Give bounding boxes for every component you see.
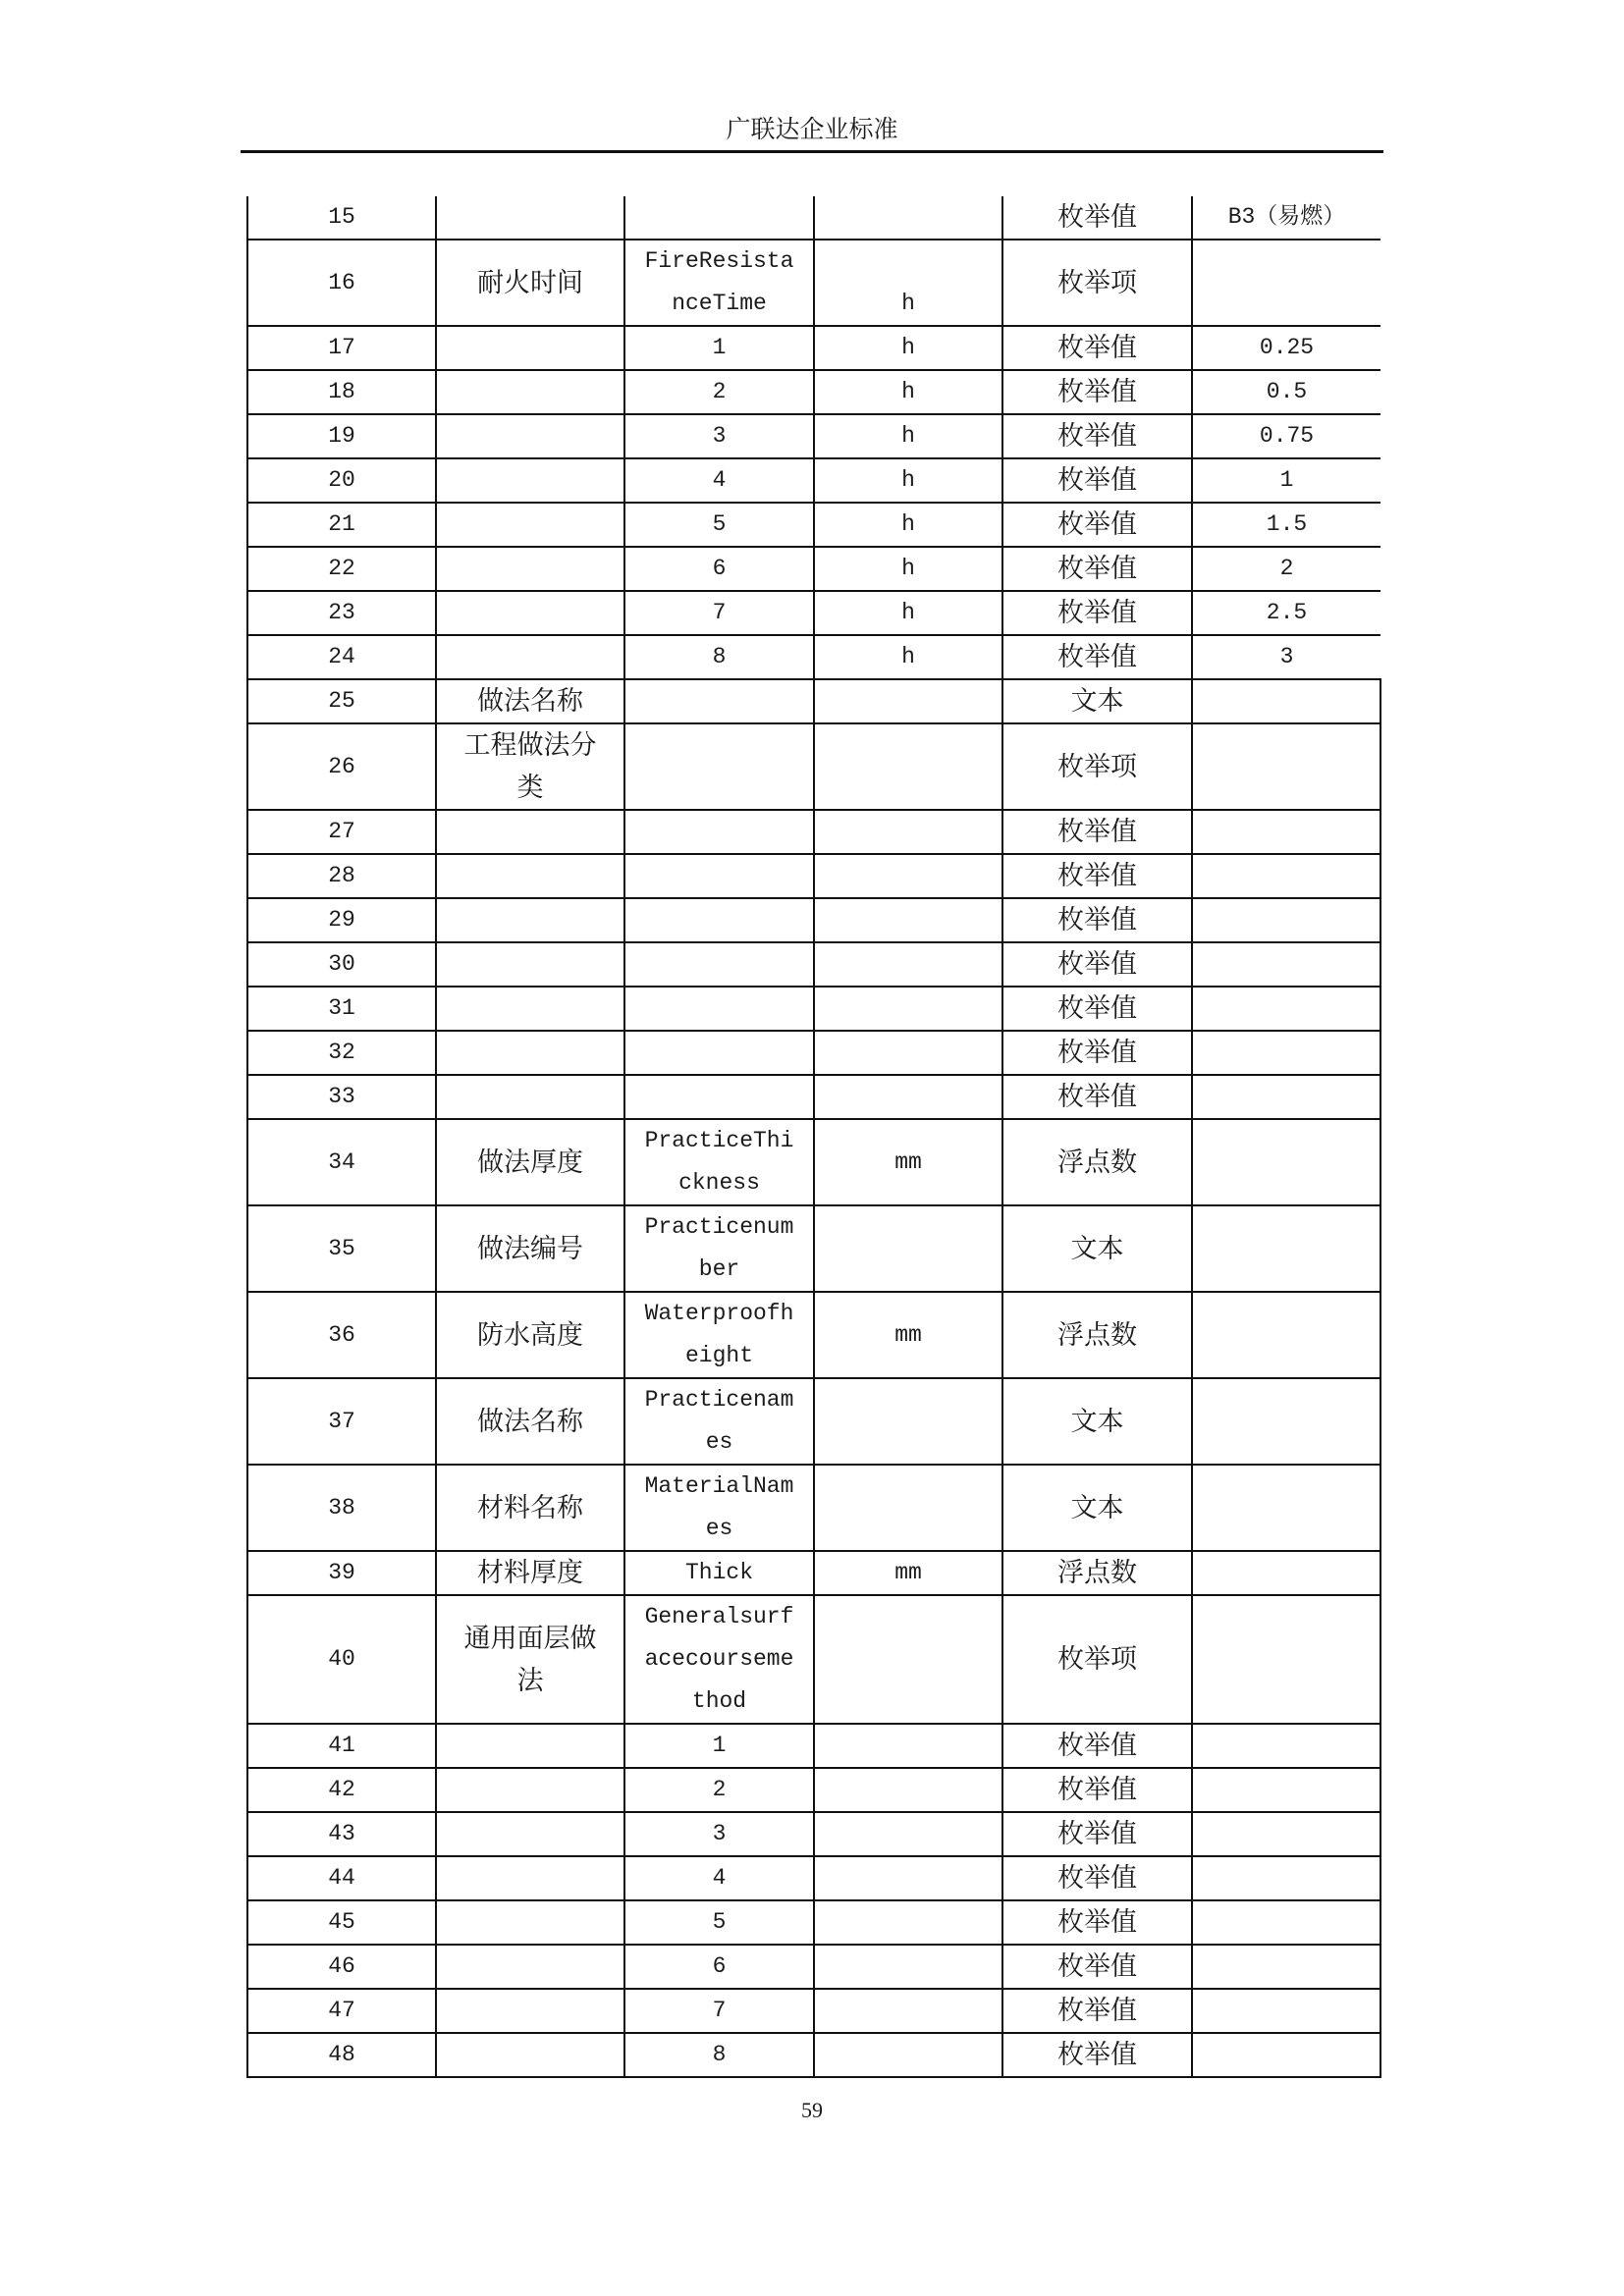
cell-no: 23 [247, 591, 436, 635]
cell-no: 17 [247, 326, 436, 370]
cell-name [436, 810, 624, 854]
cell-value [1192, 1292, 1380, 1378]
cell-unit [814, 942, 1002, 987]
cell-name [436, 1075, 624, 1119]
table-row [247, 1768, 1380, 1812]
cell-code [624, 987, 814, 1031]
cell-type: 枚举值 [1002, 591, 1192, 635]
cell-name [436, 1856, 624, 1900]
cell-name [436, 196, 624, 240]
cell-code: 3 [624, 414, 814, 458]
cell-name [436, 987, 624, 1031]
cell-code [624, 723, 814, 810]
cell-value [1192, 1945, 1380, 1989]
cell-unit [814, 898, 1002, 942]
cell-value [1192, 1900, 1380, 1945]
table-row [247, 1031, 1380, 1075]
table-row [247, 1945, 1380, 1989]
cell-unit [814, 1724, 1002, 1768]
cell-code: 6 [624, 1945, 814, 1989]
cell-no: 30 [247, 942, 436, 987]
cell-no: 27 [247, 810, 436, 854]
cell-code [624, 810, 814, 854]
cell-name [436, 1031, 624, 1075]
cell-no: 39 [247, 1551, 436, 1595]
cell-type: 文本 [1002, 1378, 1192, 1465]
cell-type: 枚举值 [1002, 1031, 1192, 1075]
cell-unit [814, 1465, 1002, 1551]
cell-no: 28 [247, 854, 436, 898]
cell-no: 42 [247, 1768, 436, 1812]
cell-value [1192, 723, 1380, 810]
cell-code: 5 [624, 503, 814, 547]
table-row [247, 2033, 1380, 2077]
cell-name [436, 1768, 624, 1812]
cell-value [1192, 1551, 1380, 1595]
cell-unit: h [814, 240, 1002, 326]
cell-value: 2 [1192, 547, 1380, 591]
cell-type: 枚举值 [1002, 1075, 1192, 1119]
cell-code: FireResistanceTime [624, 240, 814, 326]
cell-code [624, 898, 814, 942]
cell-name [436, 2033, 624, 2077]
cell-type: 枚举值 [1002, 1945, 1192, 1989]
cell-no: 37 [247, 1378, 436, 1465]
table-row [247, 370, 1380, 414]
cell-value [1192, 1075, 1380, 1119]
cell-type: 文本 [1002, 679, 1192, 723]
cell-no: 35 [247, 1205, 436, 1292]
cell-type: 枚举值 [1002, 547, 1192, 591]
cell-no: 40 [247, 1595, 436, 1724]
cell-type: 枚举项 [1002, 1595, 1192, 1724]
cell-code: Generalsurfacecoursemethod [624, 1595, 814, 1724]
cell-code: 2 [624, 370, 814, 414]
cell-name [436, 1900, 624, 1945]
cell-unit [814, 1205, 1002, 1292]
cell-code: Practicenumber [624, 1205, 814, 1292]
cell-no: 48 [247, 2033, 436, 2077]
cell-name: 做法厚度 [436, 1119, 624, 1205]
cell-no: 43 [247, 1812, 436, 1856]
cell-code: 5 [624, 1900, 814, 1945]
cell-code [624, 196, 814, 240]
cell-type: 枚举值 [1002, 987, 1192, 1031]
cell-value [1192, 1856, 1380, 1900]
cell-unit [814, 854, 1002, 898]
cell-unit [814, 810, 1002, 854]
cell-name [436, 370, 624, 414]
cell-no: 16 [247, 240, 436, 326]
cell-unit: mm [814, 1551, 1002, 1595]
table-row [247, 196, 1380, 240]
cell-unit [814, 1768, 1002, 1812]
attribute-table-body [247, 196, 1380, 2077]
cell-no: 32 [247, 1031, 436, 1075]
cell-type: 枚举项 [1002, 240, 1192, 326]
table-row [247, 414, 1380, 458]
table-row [247, 987, 1380, 1031]
cell-no: 15 [247, 196, 436, 240]
cell-no: 33 [247, 1075, 436, 1119]
cell-value [1192, 1724, 1380, 1768]
cell-unit: h [814, 503, 1002, 547]
cell-unit [814, 1595, 1002, 1724]
cell-name: 耐火时间 [436, 240, 624, 326]
cell-name [436, 503, 624, 547]
cell-name: 工程做法分类 [436, 723, 624, 810]
cell-type: 枚举值 [1002, 1900, 1192, 1945]
table-row [247, 1900, 1380, 1945]
cell-type: 枚举值 [1002, 2033, 1192, 2077]
cell-code: 2 [624, 1768, 814, 1812]
table-row [247, 1205, 1380, 1292]
cell-value [1192, 987, 1380, 1031]
table-row [247, 723, 1380, 810]
cell-value [1192, 1595, 1380, 1724]
cell-type: 枚举值 [1002, 458, 1192, 503]
cell-type: 文本 [1002, 1465, 1192, 1551]
table-row [247, 1989, 1380, 2033]
table-row [247, 1378, 1380, 1465]
cell-name [436, 1989, 624, 2033]
cell-code: Waterproofheight [624, 1292, 814, 1378]
cell-type: 枚举项 [1002, 723, 1192, 810]
cell-code: 1 [624, 326, 814, 370]
cell-unit: h [814, 370, 1002, 414]
cell-no: 18 [247, 370, 436, 414]
table-row [247, 679, 1380, 723]
cell-no: 45 [247, 1900, 436, 1945]
cell-unit: mm [814, 1292, 1002, 1378]
cell-code: Thick [624, 1551, 814, 1595]
cell-code: 3 [624, 1812, 814, 1856]
table-row [247, 1551, 1380, 1595]
cell-code: Practicenames [624, 1378, 814, 1465]
cell-no: 20 [247, 458, 436, 503]
cell-unit [814, 196, 1002, 240]
table-row [247, 1075, 1380, 1119]
cell-code [624, 1075, 814, 1119]
cell-value: 1 [1192, 458, 1380, 503]
cell-value [1192, 1031, 1380, 1075]
cell-no: 38 [247, 1465, 436, 1551]
cell-type: 枚举值 [1002, 1768, 1192, 1812]
cell-type: 枚举值 [1002, 370, 1192, 414]
cell-value [1192, 898, 1380, 942]
cell-type: 枚举值 [1002, 1856, 1192, 1900]
cell-unit [814, 1945, 1002, 1989]
cell-type: 文本 [1002, 1205, 1192, 1292]
cell-code [624, 854, 814, 898]
cell-name [436, 326, 624, 370]
table-row [247, 503, 1380, 547]
cell-code: 7 [624, 1989, 814, 2033]
cell-name: 防水高度 [436, 1292, 624, 1378]
table-row [247, 1119, 1380, 1205]
table-row [247, 898, 1380, 942]
cell-value [1192, 854, 1380, 898]
cell-no: 31 [247, 987, 436, 1031]
cell-type: 浮点数 [1002, 1292, 1192, 1378]
cell-unit [814, 723, 1002, 810]
cell-code: 4 [624, 1856, 814, 1900]
cell-name [436, 547, 624, 591]
cell-no: 24 [247, 635, 436, 679]
cell-type: 浮点数 [1002, 1119, 1192, 1205]
cell-value: 0.75 [1192, 414, 1380, 458]
cell-name [436, 942, 624, 987]
table-row [247, 810, 1380, 854]
cell-unit [814, 987, 1002, 1031]
cell-unit: h [814, 414, 1002, 458]
cell-unit [814, 1812, 1002, 1856]
cell-name [436, 635, 624, 679]
cell-no: 46 [247, 1945, 436, 1989]
table-row [247, 1724, 1380, 1768]
cell-no: 29 [247, 898, 436, 942]
cell-unit: mm [814, 1119, 1002, 1205]
cell-value [1192, 240, 1380, 326]
cell-type: 枚举值 [1002, 810, 1192, 854]
cell-type: 枚举值 [1002, 635, 1192, 679]
table-row [247, 326, 1380, 370]
cell-value [1192, 1812, 1380, 1856]
cell-name [436, 1724, 624, 1768]
cell-code: 8 [624, 2033, 814, 2077]
cell-name: 做法名称 [436, 1378, 624, 1465]
cell-type: 枚举值 [1002, 326, 1192, 370]
table-row [247, 854, 1380, 898]
cell-type: 枚举值 [1002, 942, 1192, 987]
cell-no: 19 [247, 414, 436, 458]
cell-value [1192, 1768, 1380, 1812]
cell-unit [814, 1378, 1002, 1465]
table-row [247, 1292, 1380, 1378]
cell-value: 0.5 [1192, 370, 1380, 414]
cell-value: 3 [1192, 635, 1380, 679]
cell-code: 1 [624, 1724, 814, 1768]
cell-no: 36 [247, 1292, 436, 1378]
cell-type: 浮点数 [1002, 1551, 1192, 1595]
cell-code: 4 [624, 458, 814, 503]
cell-name [436, 898, 624, 942]
cell-no: 26 [247, 723, 436, 810]
cell-unit: h [814, 326, 1002, 370]
cell-value [1192, 1378, 1380, 1465]
cell-code: PracticeThickness [624, 1119, 814, 1205]
cell-no: 41 [247, 1724, 436, 1768]
cell-unit: h [814, 635, 1002, 679]
cell-type: 枚举值 [1002, 898, 1192, 942]
cell-value [1192, 1119, 1380, 1205]
cell-name [436, 458, 624, 503]
cell-type: 枚举值 [1002, 196, 1192, 240]
cell-name: 通用面层做法 [436, 1595, 624, 1724]
cell-type: 枚举值 [1002, 503, 1192, 547]
table-row [247, 547, 1380, 591]
cell-no: 21 [247, 503, 436, 547]
cell-unit [814, 2033, 1002, 2077]
table-row [247, 1465, 1380, 1551]
cell-code: MaterialNames [624, 1465, 814, 1551]
table-row [247, 1595, 1380, 1724]
cell-code: 6 [624, 547, 814, 591]
cell-type: 枚举值 [1002, 854, 1192, 898]
cell-code: 7 [624, 591, 814, 635]
attribute-table [246, 196, 1381, 2078]
cell-code [624, 942, 814, 987]
cell-code [624, 679, 814, 723]
cell-value [1192, 679, 1380, 723]
cell-name: 材料厚度 [436, 1551, 624, 1595]
cell-unit [814, 679, 1002, 723]
cell-type: 枚举值 [1002, 1989, 1192, 2033]
cell-value [1192, 1989, 1380, 2033]
table-row [247, 1856, 1380, 1900]
cell-unit [814, 1989, 1002, 2033]
cell-value: 0.25 [1192, 326, 1380, 370]
cell-value: 1.5 [1192, 503, 1380, 547]
cell-name: 材料名称 [436, 1465, 624, 1551]
cell-code: 8 [624, 635, 814, 679]
cell-unit: h [814, 547, 1002, 591]
cell-unit [814, 1856, 1002, 1900]
cell-unit: h [814, 458, 1002, 503]
cell-unit: h [814, 591, 1002, 635]
cell-unit [814, 1075, 1002, 1119]
cell-no: 44 [247, 1856, 436, 1900]
table-row [247, 240, 1380, 326]
cell-unit [814, 1900, 1002, 1945]
cell-name [436, 1812, 624, 1856]
table-row [247, 1812, 1380, 1856]
table-row [247, 591, 1380, 635]
cell-name: 做法名称 [436, 679, 624, 723]
cell-name [436, 414, 624, 458]
cell-value [1192, 942, 1380, 987]
cell-name: 做法编号 [436, 1205, 624, 1292]
cell-no: 34 [247, 1119, 436, 1205]
cell-value [1192, 1465, 1380, 1551]
cell-value: 2.5 [1192, 591, 1380, 635]
page-header-title: 广联达企业标准 [726, 115, 898, 143]
table-row [247, 942, 1380, 987]
cell-name [436, 1945, 624, 1989]
table-row [247, 635, 1380, 679]
cell-no: 25 [247, 679, 436, 723]
cell-value [1192, 810, 1380, 854]
cell-value [1192, 2033, 1380, 2077]
page-number: 59 [801, 2098, 823, 2122]
cell-value: B3（易燃） [1192, 196, 1380, 240]
cell-name [436, 591, 624, 635]
cell-no: 47 [247, 1989, 436, 2033]
cell-unit [814, 1031, 1002, 1075]
cell-code [624, 1031, 814, 1075]
cell-type: 枚举值 [1002, 1812, 1192, 1856]
cell-value [1192, 1205, 1380, 1292]
cell-type: 枚举值 [1002, 414, 1192, 458]
cell-no: 22 [247, 547, 436, 591]
cell-type: 枚举值 [1002, 1724, 1192, 1768]
cell-name [436, 854, 624, 898]
header-rule [241, 150, 1383, 153]
table-row [247, 458, 1380, 503]
